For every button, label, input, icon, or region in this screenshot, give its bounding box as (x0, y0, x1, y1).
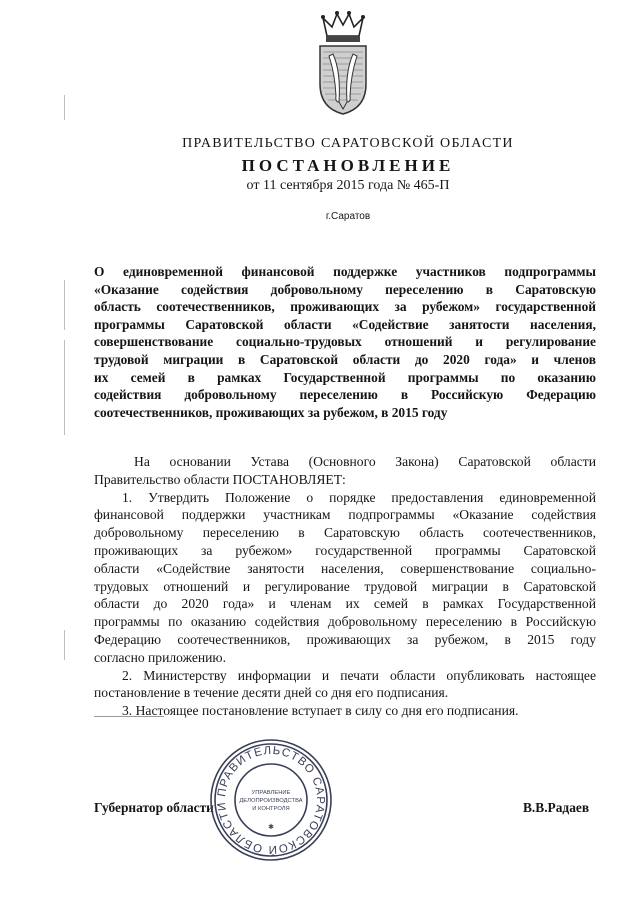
saratov-coat-of-arms-icon (315, 10, 371, 118)
heading-line: совершенствование социально-трудовых отношений и регулирование (94, 334, 596, 350)
official-seal-stamp (208, 737, 334, 863)
decree-date-number: от 11 сентября 2015 года № 465-П (246, 178, 450, 193)
heading-line: «Оказание содействия добровольному переселению в Саратовскую (94, 281, 596, 297)
body-line: области до 2020 года» и членам их семей в рамках Государственной (94, 596, 596, 612)
heading-line: трудовой миграции в Саратовской области до 2020 года» и членов (94, 351, 596, 367)
body-line: постановление в течение десяти дней со дня его подписания. (94, 685, 449, 701)
body-line: Правительство области ПОСТАНОВЛЯЕТ: (94, 471, 346, 487)
body-line: трудовых отношений и регулирование трудовой миграции в Саратовской (94, 578, 596, 594)
body-line: финансовой поддержки участникам подпрограммы «Оказание содействия (94, 507, 596, 523)
heading-line: содействия добровольному переселению в Российскую Федерацию (94, 387, 596, 403)
body-line: 1. Утвердить Положение о порядке предоставления единовременной (122, 489, 596, 505)
scan-edge-mark (64, 95, 65, 120)
scan-edge-mark (64, 630, 65, 660)
scan-edge-mark (64, 280, 65, 330)
signatory-name: В.В.Радаев (523, 800, 590, 815)
heading-line: программы Саратовской области «Содействие занятости населения, (94, 316, 596, 332)
body-line: 2. Министерству информации и печати области опубликовать настоящее (122, 667, 596, 683)
body-line: программы по оказанию содействия добровольному переселению в Российскую (94, 614, 596, 630)
heading-line: соотечественников, проживающих за рубежом, в 2015 году (94, 404, 448, 420)
seal-star-icon: ✱ (268, 823, 274, 831)
body-line: 3. Настоящее постановление вступает в силу со дня его подписания. (122, 703, 519, 719)
heading-line: О единовременной финансовой поддержке участников подпрограммы (94, 264, 596, 279)
seal-inner-line: И КОНТРОЛЯ (252, 806, 290, 812)
document-title: ПОСТАНОВЛЕНИЕ (241, 156, 455, 175)
body-line: добровольному переселению в Саратовскую область соотечественников, (94, 525, 596, 541)
signatory-position: Губернатор области (94, 800, 214, 815)
heading-line: область соотечественников, проживающих за рубежом» государственной (94, 299, 596, 315)
scan-edge-mark (64, 340, 65, 435)
city-name: г.Саратов (325, 211, 371, 222)
svg-text:ПРАВИТЕЛЬСТВО САРАТОВСКОЙ ОБЛА: ПРАВИТЕЛЬСТВО САРАТОВСКОЙ ОБЛАСТИ (215, 744, 327, 856)
body-line: На основании Устава (Основного Закона) Саратовской области (134, 454, 596, 469)
heading-line: их семей в рамках Государственной программы по оказанию (94, 369, 596, 385)
body-line: согласно приложению. (94, 649, 226, 665)
decree-heading (94, 263, 596, 421)
body-line: Федерацию соотечественников, проживающих за рубежом, в 2015 году (94, 631, 596, 647)
body-line: проживающих за рубежом» государственной программы Саратовской (94, 542, 596, 558)
seal-inner-line: УПРАВЛЕНИЕ (251, 790, 291, 796)
decree-body (94, 453, 596, 720)
government-name: ПРАВИТЕЛЬСТВО САРАТОВСКОЙ ОБЛАСТИ (182, 136, 514, 151)
seal-inner-line: ДЕЛОПРОИЗВОДСТВА (239, 798, 303, 804)
body-line: области «Содействие занятости населения, совершенствование социально- (94, 560, 596, 576)
